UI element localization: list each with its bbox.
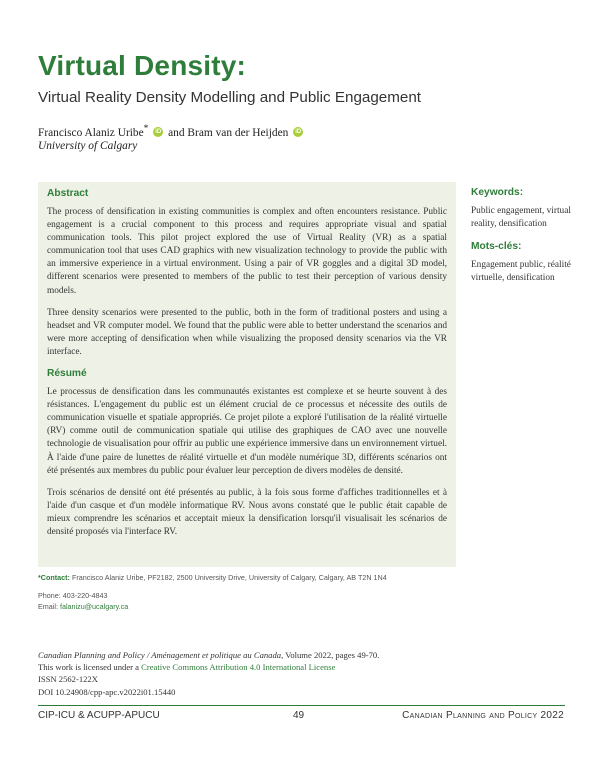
keywords-sidebar <box>471 187 583 295</box>
corresponding-mark: * <box>143 124 149 134</box>
orcid-icon[interactable]: iD <box>155 128 162 135</box>
journal-name: Canadian Planning and Policy / Aménagement et politique au Canada <box>38 650 282 660</box>
contact-email-line <box>38 601 387 613</box>
resume-paragraph: Trois scénarios de densité ont été présentés au public, à la fois sous forme d'affiches traditionnelles et à l'aide d'un casque et d'un modèle informatique RV. Nous avons constaté que le public était capable de mieux comprendre les scénarios et acceptait mieux la densification lorsqu'il visualisait les scénarios de densité proposés via l'interface RV. <box>47 487 447 537</box>
affiliation: University of Calgary <box>38 140 138 152</box>
contact-block <box>38 572 387 613</box>
abstract-paragraph: The process of densification in existing communities is complex and often encounters resistance. Public engagement is a crucial component to this process and requires appropriate visual and spatial communication tools. This pilot project explored the use of Virtual Reality (VR) as a spatial communication tool that uses CAD graphics with new visualization technology to provide the public with an immersive experience in a virtual environment. Using a pair of VR goggles and a digital 3D model, different scenarios were presented to members of the public to test their perception of various density models. <box>47 207 447 296</box>
email-link[interactable]: falanizu@ucalgary.ca <box>59 602 129 611</box>
license-prefix: This work is licensed under a <box>38 662 142 673</box>
author-line <box>38 124 305 139</box>
author-separator: and <box>165 126 188 139</box>
issn: ISSN 2562-122X <box>38 674 98 685</box>
article-subtitle: Virtual Reality Density Modelling and Public Engagement <box>38 89 421 106</box>
doi: DOI 10.24908/cpp-apc.v2022i01.15440 <box>38 686 176 697</box>
footer-journal: Canadian Planning and Policy 2022 <box>402 710 564 721</box>
keywords-text: Public engagement, virtual reality, densification <box>471 206 571 229</box>
contact-label: *Contact: <box>38 573 70 582</box>
contact-address: Francisco Alaniz Uribe, PF2182, 2500 University Drive, University of Calgary, Calgary, AB T2N 1N4 <box>69 573 387 582</box>
footer-divider <box>38 705 565 706</box>
resume-heading: Résumé <box>47 368 87 380</box>
article-title: Virtual Density: <box>38 50 247 81</box>
author-name: Francisco Alaniz Uribe <box>38 126 144 139</box>
orcid-icon[interactable]: iD <box>295 128 302 135</box>
footer-publisher: CIP-ICU & ACUPP-APUCU <box>38 710 160 721</box>
license-line <box>38 661 379 673</box>
contact-line <box>38 572 387 584</box>
contact-phone: Phone: 403-220-4843 <box>38 590 108 600</box>
resume-paragraph: Le processus de densification dans les communautés existantes est complexe et se heurte souvent à des résistances. L'engagement du public est un élément crucial de ce processus et nécessite des outils de communication visuelle et spatiale appropriés. Ce projet pilote a exploré l'utilisation de la réalité virtuelle (RV) comme outil de communication spatiale qui utilise des graphiques de CAO avec une nouvelle technologie de visualisation pour offrir au public une expérience immersive dans un environnement virtuel. À l'aide d'une paire de lunettes de réalité virtuelle et d'un modèle numérique 3D, différents scénarios ont été présentés aux membres du public pour évaluer leur perception de divers modèles de densité. <box>47 387 447 476</box>
citation-line <box>38 649 379 661</box>
keywords-heading: Keywords: <box>471 187 524 198</box>
page-number: 49 <box>293 710 305 721</box>
abstract-heading: Abstract <box>47 188 89 199</box>
author-name: Bram van der Heijden <box>187 126 289 139</box>
license-link[interactable]: Creative Commons Attribution 4.0 International License <box>141 662 336 673</box>
abstract-panel <box>38 182 456 567</box>
motscles-heading: Mots-clés: <box>471 241 522 252</box>
volume-info: , Volume 2022, pages 49-70. <box>281 650 380 660</box>
motscles-text: Engagement public, réalité virtuelle, densification <box>471 260 571 283</box>
abstract-paragraph: Three density scenarios were presented to the public, both in the form of traditional posters and using a headset and VR computer model. We found that the public were able to better understand the scenarios and were more accepting of densification when while visualizing the proposed density scenarios via the VR interface. <box>47 307 447 357</box>
email-label: Email: <box>38 602 60 611</box>
citation-block <box>38 649 379 698</box>
